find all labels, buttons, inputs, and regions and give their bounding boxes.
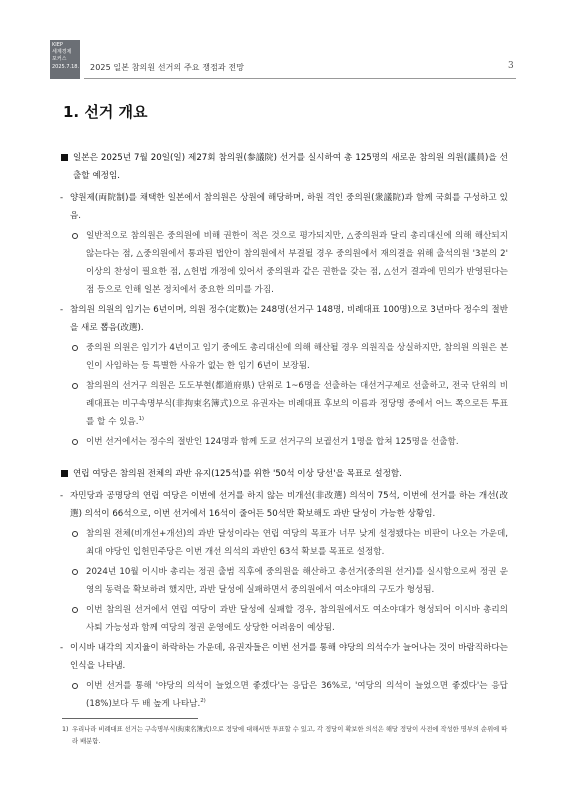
bullet-text: 이번 참의원 선거에서 연립 여당이 과반 달성에 실패할 경우, 참의원에서도 여소야대가 형성되어 이시바 총리의 사퇴 가능성과 함께 여당의 정권 운영에도 상당한 어려움이 예상됨. <box>86 605 508 633</box>
page-number: 3 <box>508 61 514 71</box>
body-content <box>58 149 508 715</box>
bullet-text: 참의원 의원의 임기는 6년이며, 의원 정수(定数)는 248명(선거구 148명, 비례대표 100명)으로 3년마다 정수의 절반을 새로 뽑음(改選). <box>70 305 508 333</box>
main-bullet <box>58 149 508 185</box>
detail-bullet <box>70 433 508 451</box>
badge-line: KIEP <box>52 42 63 48</box>
bullet-text: 이번 선거에서는 정수의 절반인 124명과 함께 도쿄 선거구의 보궐선거 1명을 합쳐 125명을 선출함. <box>86 437 459 447</box>
publication-badge <box>50 40 80 79</box>
bullet-text: 자민당과 공명당의 연립 여당은 이번에 선거를 하지 않는 비개선(非改選) 의석이 75석, 이번에 선거를 하는 개선(改選) 의석이 66석으로, 이번 선거에서 16석이 줄어든 50석만 확보해도 과반 달성이 가능한 상황임. <box>70 491 508 519</box>
square-bullet-icon <box>61 154 68 161</box>
bullet-text: 이번 선거를 통해 '야당의 의석이 늘었으면 좋겠다'는 응답은 36%로, '여당의 의석이 늘었으면 좋겠다'는 응답(18%)보다 두 배 높게 나타남. <box>86 681 508 709</box>
circle-bullet-icon <box>72 383 78 389</box>
bullet-text: 2024년 10월 이시바 총리는 정권 출범 직후에 중의원을 해산하고 총선거(중의원 선거)를 실시함으로써 정권 운영의 동력을 확보하려 했지만, 과반 달성에 실패하면서 중의원에서 여소야대의 구도가 형성됨. <box>86 567 508 595</box>
footnote-ref[interactable]: 2) <box>200 698 206 705</box>
detail-bullet <box>70 525 508 561</box>
sub-bullet <box>60 639 508 675</box>
circle-bullet-icon <box>72 531 78 537</box>
dash-bullet: - <box>60 643 64 653</box>
circle-bullet-icon <box>72 607 78 613</box>
bullet-text: 일본은 2025년 7월 20일(일) 제27회 참의원(参議院) 선거를 실시하여 총 125명의 새로운 참의원 의원(議員)을 선출할 예정임. <box>73 153 508 181</box>
footnote-number: 1) <box>62 726 69 733</box>
circle-bullet-icon <box>72 439 78 445</box>
badge-line: 포커스 <box>52 56 67 63</box>
bullet-text: 일반적으로 참의원은 중의원에 비해 권한이 적은 것으로 평가되지만, △중의원과 달리 총리대신에 의해 해산되지 않는다는 점, △중의원에서 통과된 법안이 참의원에서 부결될 경우 중의원에서 재의결을 위해 출석의원 '3분의 2' 이상의 찬성이 필요한 점, △헌법 개정에 있어서 중의원과 같은 권한을 갖는 점, △선거 결과에 민의가 반영된다는 점 등으로 인해 일본 정치에서 중요한 의미를 가짐. <box>86 231 508 295</box>
sub-bullet <box>60 301 508 337</box>
main-bullet <box>58 465 508 483</box>
running-header-title: 2025 일본 참의원 선거의 주요 쟁점과 전망 <box>90 63 245 72</box>
circle-bullet-icon <box>72 345 78 351</box>
bullet-text: 참의원 전체(비개선+개선)의 과반 달성이라는 연립 여당의 목표가 너무 낮게 설정됐다는 비판이 나오는 가운데, 최대 야당인 입헌민주당은 이번 개선 의석의 과반인 63석 확보를 목표로 설정함. <box>86 529 508 557</box>
square-bullet-icon <box>61 470 68 477</box>
circle-bullet-icon <box>72 683 78 689</box>
section-title: 1. 선거 개요 <box>63 103 148 121</box>
footnote <box>62 724 510 748</box>
header-divider <box>84 78 516 79</box>
circle-bullet-icon <box>72 569 78 575</box>
detail-bullet <box>70 339 508 375</box>
badge-line: 2025.7.18. <box>52 63 80 70</box>
section-gap <box>58 453 508 465</box>
detail-bullet <box>70 227 508 299</box>
circle-bullet-icon <box>72 233 78 239</box>
bullet-text: 참의원의 선거구 의원은 도도부현(都道府県) 단위로 1~6명을 선출하는 대선거구제로 선출하고, 전국 단위의 비례대표는 비구속명부식(非拘束名簿式)으로 유권자는 비례대표 후보의 이름과 정당명 중에서 어느 쪽으로든 투표를 할 수 있음. <box>86 381 508 427</box>
detail-bullet <box>70 677 508 713</box>
dash-bullet: - <box>60 305 64 315</box>
detail-bullet <box>70 601 508 637</box>
bullet-text: 연립 여당은 참의원 전체의 과반 유지(125석)를 위한 '50석 이상 당선'을 목표로 설정함. <box>73 469 402 479</box>
footnote-divider <box>62 718 198 719</box>
sub-bullet <box>60 487 508 523</box>
detail-bullet <box>70 563 508 599</box>
bullet-text: 양원제(両院制)를 채택한 일본에서 참의원은 상원에 해당하며, 하원 격인 중의원(衆議院)과 함께 국회를 구성하고 있음. <box>70 193 508 221</box>
bullet-text: 이시바 내각의 지지율이 하락하는 가운데, 유권자들은 이번 선거를 통해 야당의 의석수가 늘어나는 것이 바람직하다는 인식을 나타냄. <box>70 643 508 671</box>
footnote-text: 우리나라 비례대표 선거는 구속명부식(拘束名簿式)으로 정당에 대해서만 투표할 수 있고, 각 정당이 확보한 의석은 해당 정당이 사전에 작성한 명부의 순위에 따라 배분함. <box>72 726 508 745</box>
dash-bullet: - <box>60 193 64 203</box>
bullet-text: 중의원 의원은 임기가 4년이고 임기 중에도 총리대신에 의해 해산될 경우 의원직을 상실하지만, 참의원 의원은 본인이 사임하는 등 특별한 사유가 없는 한 임기 6년이 보장됨. <box>86 343 508 371</box>
sub-bullet <box>60 189 508 225</box>
dash-bullet: - <box>60 491 64 501</box>
badge-line: 세계경제 <box>52 49 72 56</box>
footnote-ref[interactable]: 1) <box>138 416 145 423</box>
detail-bullet <box>70 377 508 431</box>
